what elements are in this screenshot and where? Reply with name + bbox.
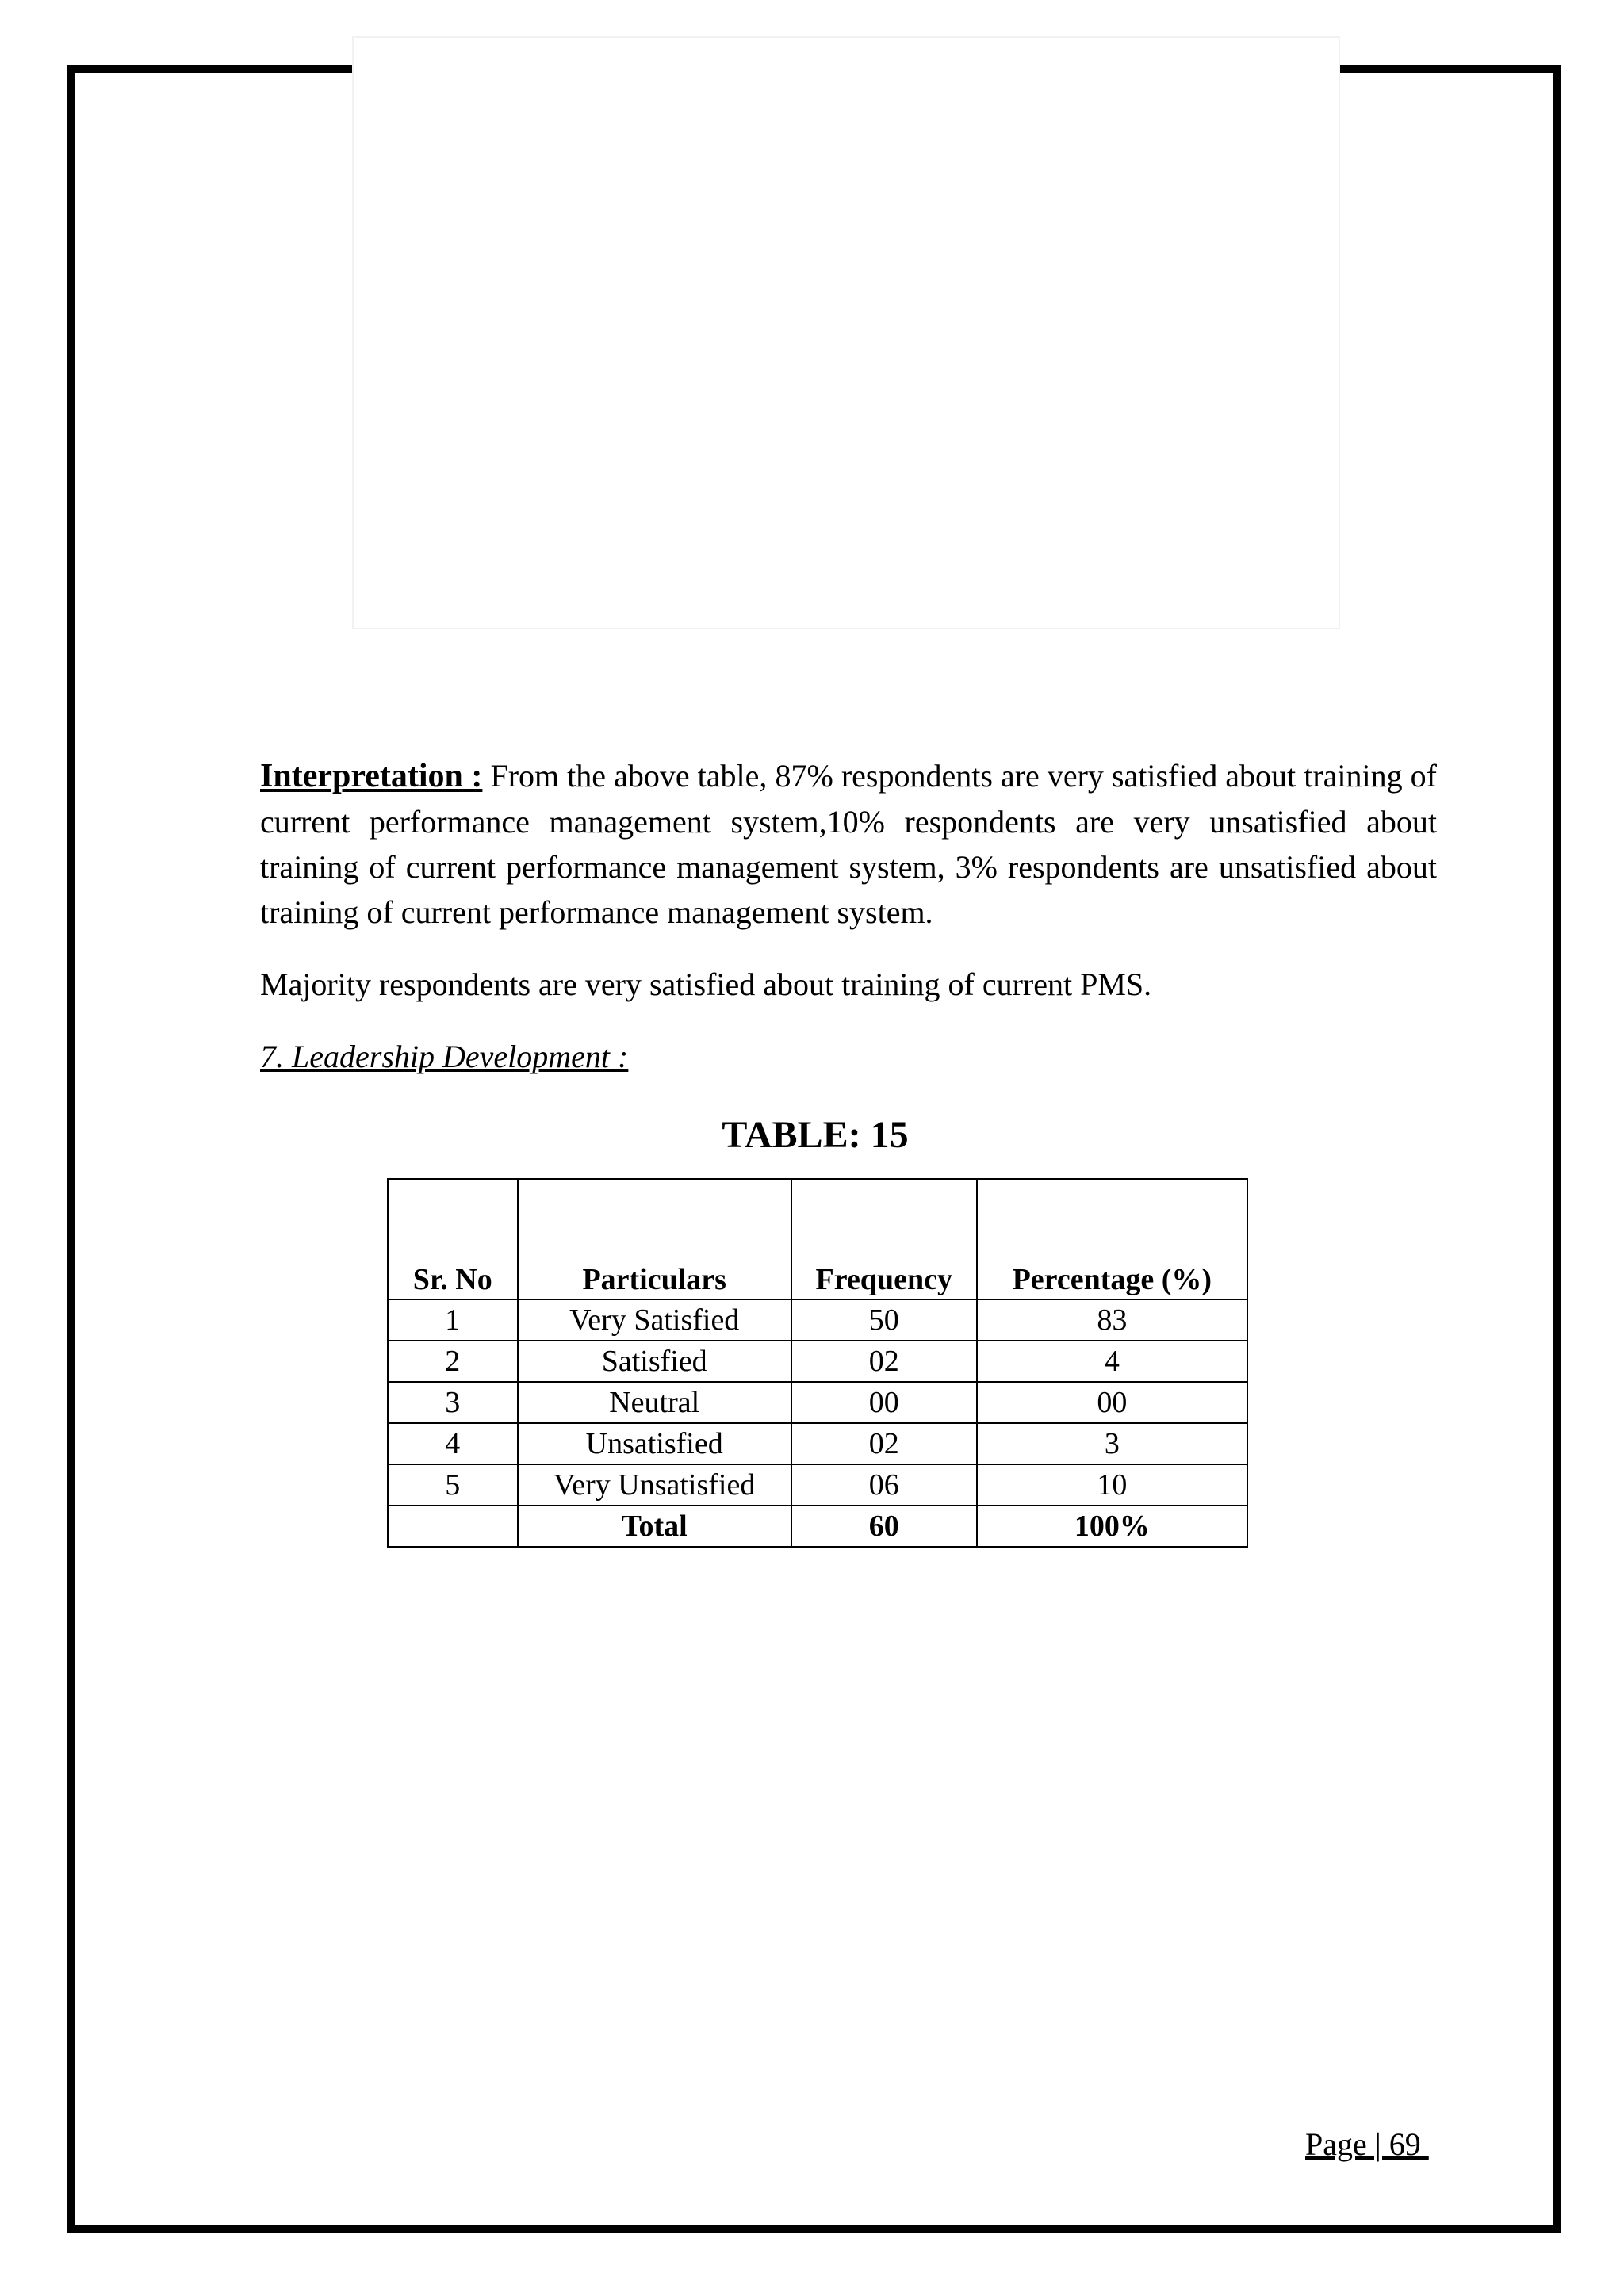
cell-percentage: 00 — [977, 1382, 1247, 1423]
document-body — [260, 753, 1437, 1079]
section-heading: 7. Leadership Development : — [260, 1039, 629, 1074]
cell-particulars: Very Satisfied — [518, 1299, 791, 1341]
header-sr-no: Sr. No — [388, 1179, 518, 1299]
interpretation-text: From the above table, 87% respondents are very satisfied about training of current performance management system,10% respondents are very unsatisfied about training of current performance management system, 3% respondents are unsatisfied about training of current performance management system. — [260, 758, 1438, 930]
cell-particulars: Unsatisfied — [518, 1423, 791, 1464]
table-header-row — [388, 1179, 1247, 1299]
cell-percentage: 4 — [977, 1341, 1247, 1382]
cell-frequency: 50 — [791, 1299, 977, 1341]
chart-placeholder — [352, 36, 1340, 629]
cell-sr-no: 3 — [388, 1382, 518, 1423]
cell-particulars: Satisfied — [518, 1341, 791, 1382]
cell-percentage: 83 — [977, 1299, 1247, 1341]
cell-frequency: 00 — [791, 1382, 977, 1423]
cell-frequency: 02 — [791, 1423, 977, 1464]
cell-sr-no: 4 — [388, 1423, 518, 1464]
cell-frequency: 06 — [791, 1464, 977, 1506]
cell-total-frequency: 60 — [791, 1506, 977, 1547]
table-total-row — [388, 1506, 1247, 1547]
cell-frequency: 02 — [791, 1341, 977, 1382]
table-row — [388, 1464, 1247, 1506]
majority-statement: Majority respondents are very satisfied about training of current PMS. — [260, 966, 1152, 1002]
cell-total-sr-no — [388, 1506, 518, 1547]
cell-percentage: 3 — [977, 1423, 1247, 1464]
table-row — [388, 1423, 1247, 1464]
satisfaction-table — [387, 1178, 1248, 1548]
header-frequency: Frequency — [791, 1179, 977, 1299]
cell-total-label: Total — [518, 1506, 791, 1547]
table-row — [388, 1382, 1247, 1423]
cell-sr-no: 5 — [388, 1464, 518, 1506]
cell-particulars: Neutral — [518, 1382, 791, 1423]
cell-total-percentage: 100% — [977, 1506, 1247, 1547]
header-particulars: Particulars — [518, 1179, 791, 1299]
interpretation-paragraph — [260, 753, 1437, 935]
page-number: Page | 69 — [1305, 2126, 1429, 2162]
table-row — [388, 1299, 1247, 1341]
cell-sr-no: 1 — [388, 1299, 518, 1341]
table-row — [388, 1341, 1247, 1382]
cell-particulars: Very Unsatisfied — [518, 1464, 791, 1506]
cell-sr-no: 2 — [388, 1341, 518, 1382]
header-percentage: Percentage (%) — [977, 1179, 1247, 1299]
interpretation-label: Interpretation : — [260, 758, 483, 794]
cell-percentage: 10 — [977, 1464, 1247, 1506]
table-title: TABLE: 15 — [722, 1114, 909, 1156]
